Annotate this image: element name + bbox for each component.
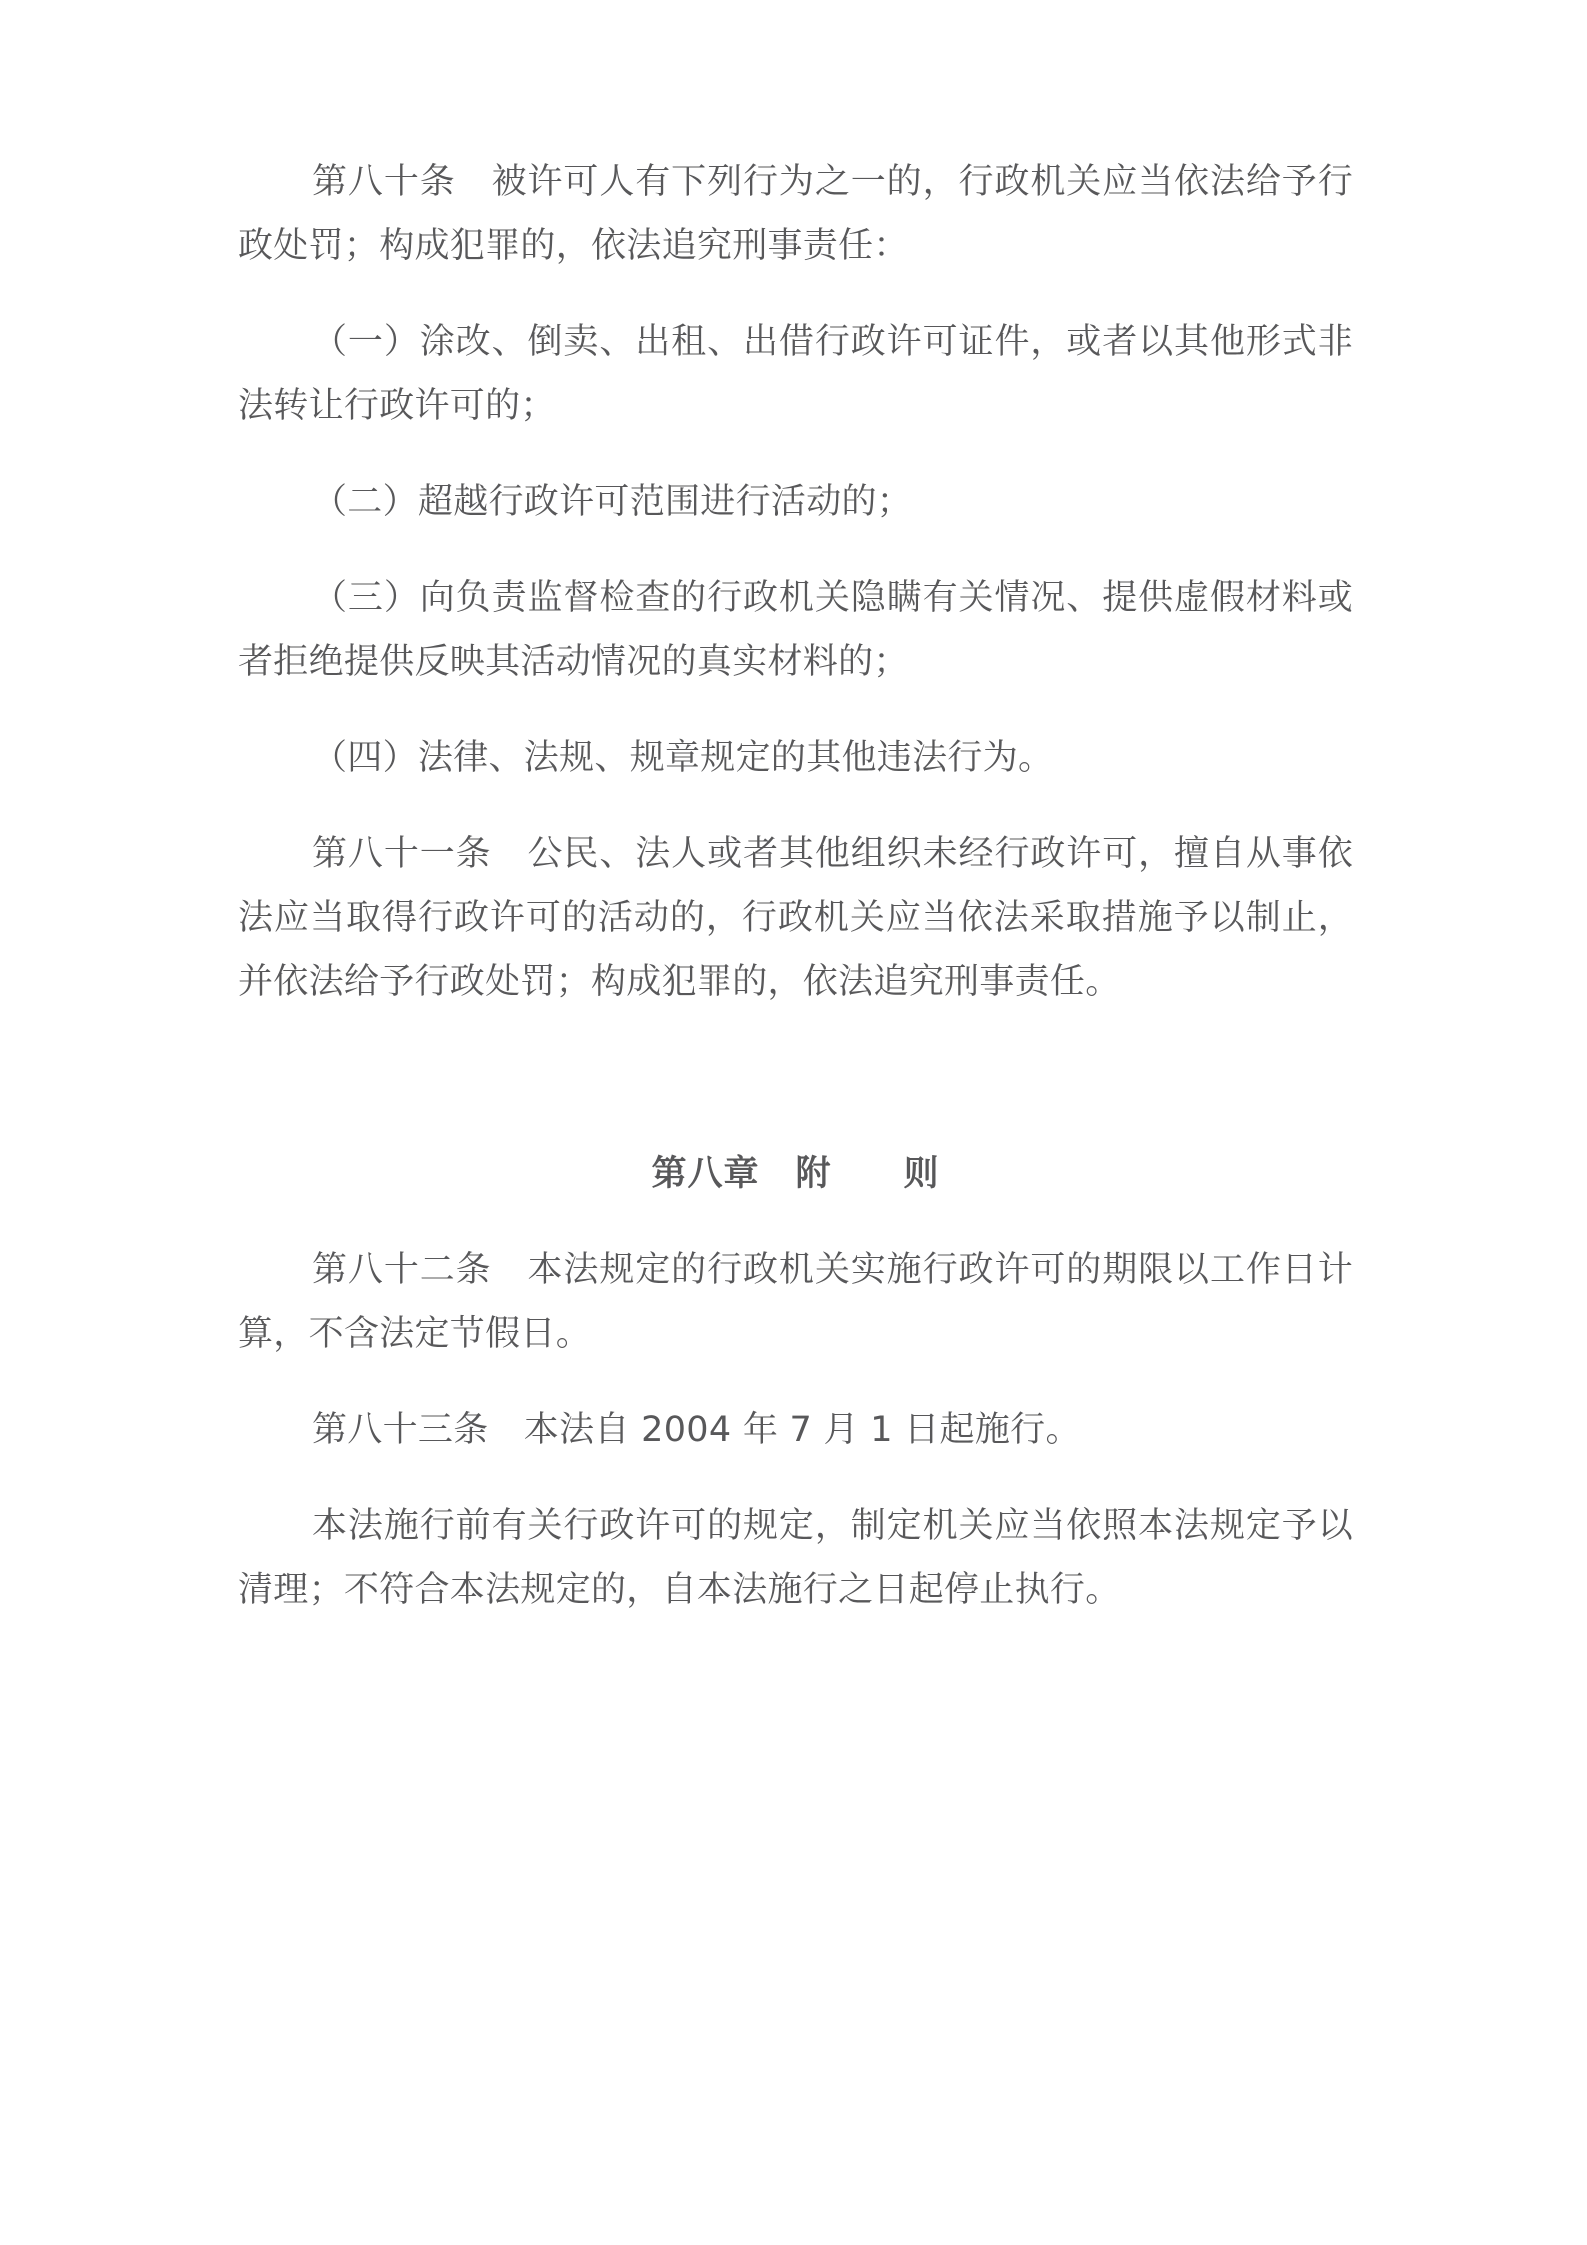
paragraph-gap <box>238 534 1353 566</box>
paragraph-gap <box>238 1366 1353 1398</box>
paragraph-gap <box>238 694 1353 726</box>
paragraph-gap <box>238 1462 1353 1494</box>
article-80-paragraph: 第八十条 被许可人有下列行为之一的，行政机关应当依法给予行政处罚；构成犯罪的，依法追究刑事责任： <box>238 162 1353 266</box>
chapter-gap-below <box>238 1206 1353 1238</box>
chapter-8-heading: 第八章 附 则 <box>651 1154 940 1194</box>
paragraph-gap <box>238 438 1353 470</box>
paragraph-gap <box>238 278 1353 310</box>
article-80-item-3: （三）向负责监督检查的行政机关隐瞒有关情况、提供虚假材料或者拒绝提供反映其活动情况的真实材料的； <box>238 578 1353 682</box>
article-80-item-4: （四）法律、法规、规章规定的其他违法行为。 <box>312 738 1054 778</box>
article-80-item-1: （一）涂改、倒卖、出租、出借行政许可证件，或者以其他形式非法转让行政许可的； <box>238 322 1353 426</box>
article-83-paragraph: 第八十三条 本法自 2004 年 7 月 1 日起施行。 <box>312 1410 1081 1450</box>
article-82-paragraph: 第八十二条 本法规定的行政机关实施行政许可的期限以工作日计算，不含法定节假日。 <box>238 1250 1353 1354</box>
article-83-second-paragraph: 本法施行前有关行政许可的规定，制定机关应当依照本法规定予以清理；不符合本法规定的，自本法施行之日起停止执行。 <box>238 1506 1353 1610</box>
article-81-paragraph: 第八十一条 公民、法人或者其他组织未经行政许可，擅自从事依法应当取得行政许可的活动的，行政机关应当依法采取措施予以制止，并依法给予行政处罚；构成犯罪的，依法追究刑事责任。 <box>238 834 1353 1002</box>
document-body <box>238 150 1353 1622</box>
chapter-gap-above <box>238 1014 1353 1142</box>
article-80-item-2: （二）超越行政许可范围进行活动的； <box>312 482 913 522</box>
paragraph-gap <box>238 790 1353 822</box>
